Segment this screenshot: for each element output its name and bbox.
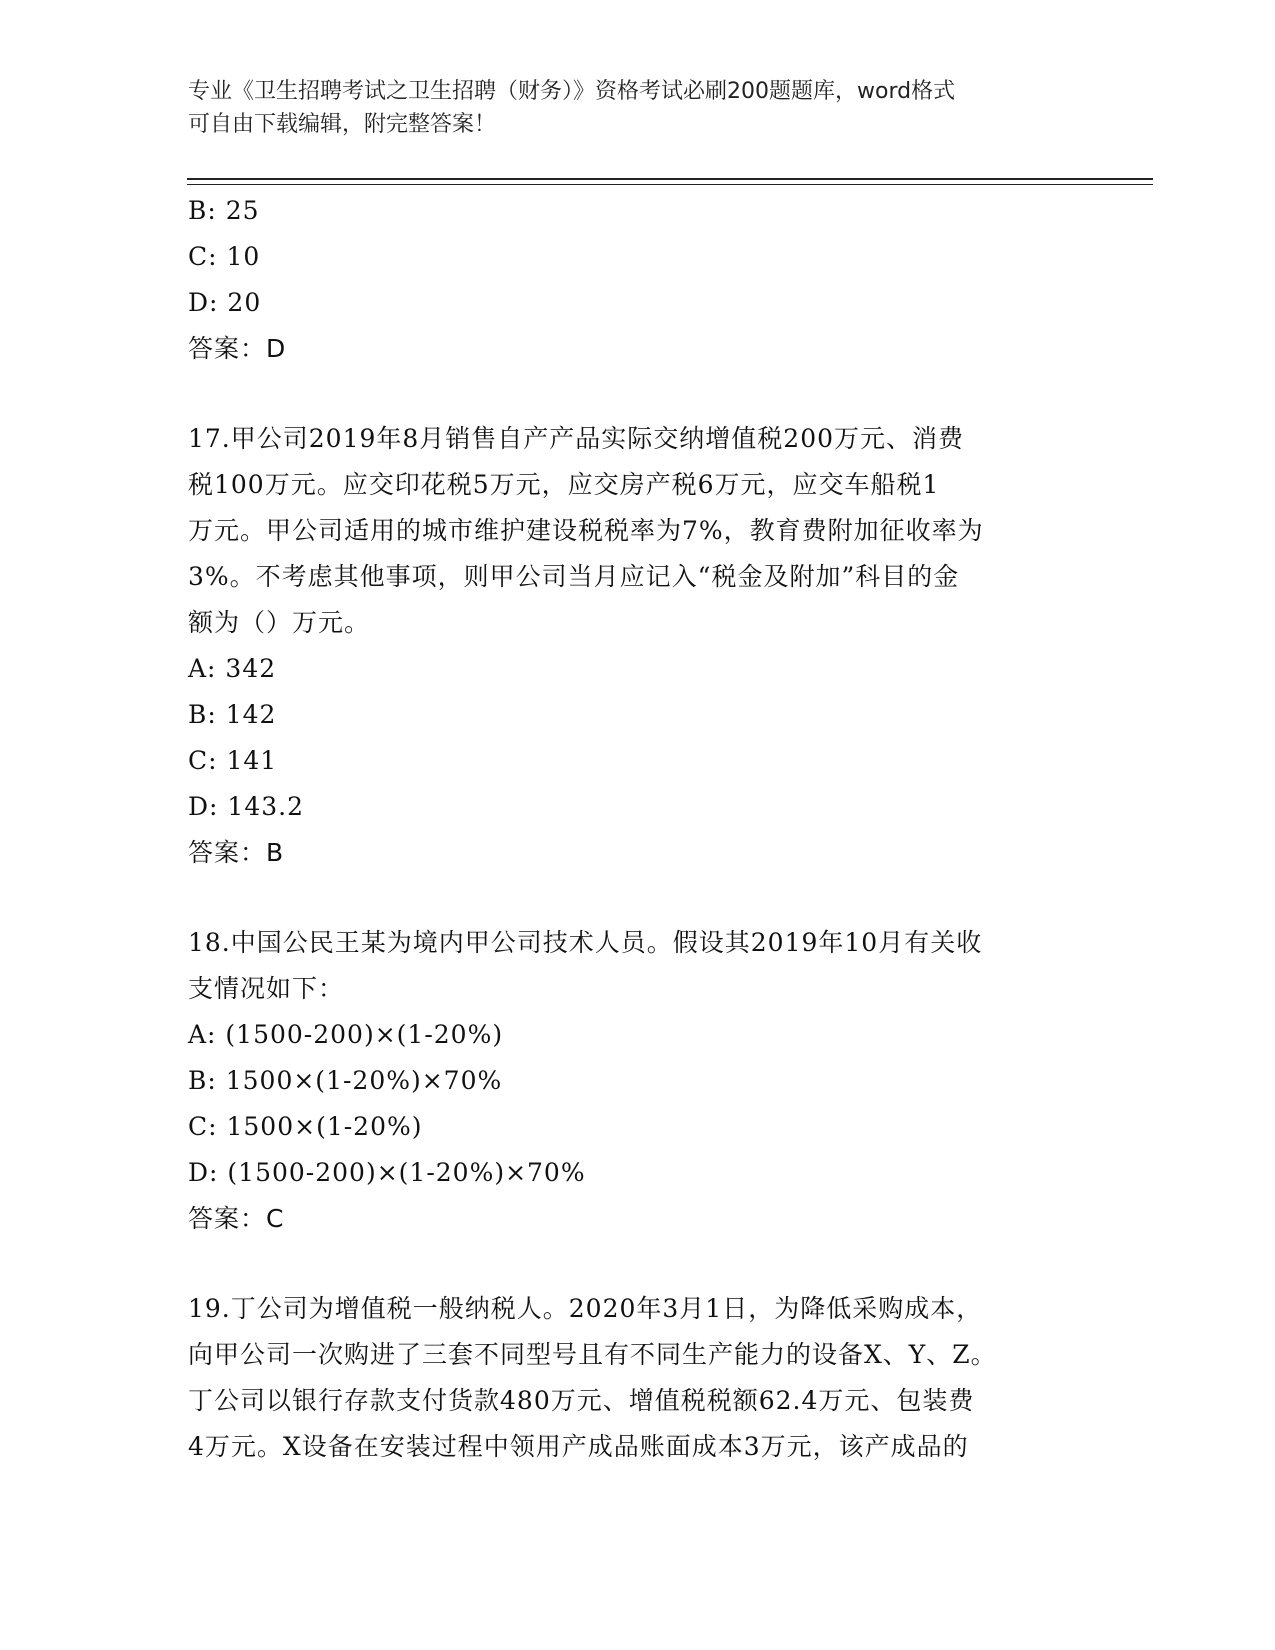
question-18 [188, 920, 1088, 1242]
document-header [188, 75, 1068, 141]
option-a: A: (1500-200)×(1-20%) [188, 1020, 504, 1049]
answer-line: 答案：D [188, 334, 287, 363]
question-stem-line: 19.丁公司为增值税一般纳税人。2020年3月1日，为降低采购成本， [188, 1294, 983, 1323]
option-c: C: 1500×(1-20%) [188, 1112, 423, 1141]
question-stem-line: 4万元。X设备在安装过程中领用产成品账面成本3万元，该产成品的 [188, 1432, 969, 1461]
question-19 [188, 1286, 1088, 1470]
question-17 [188, 416, 1088, 876]
question-stem-line: 17.甲公司2019年8月销售自产产品实际交纳增值税200万元、消费 [188, 424, 965, 453]
answer-line: 答案：C [188, 1204, 285, 1233]
question-stem-line: 支情况如下： [188, 974, 345, 1003]
option-c: C: 10 [188, 242, 261, 271]
question-stem-line: 向甲公司一次购进了三套不同型号且有不同生产能力的设备X、Y、Z。 [188, 1340, 997, 1369]
question-stem-line: 税100万元。应交印花税5万元，应交房产税6万元，应交车船税1 [188, 470, 940, 499]
question-stem-line: 额为（）万元。 [188, 608, 371, 637]
answer-line: 答案：B [188, 838, 285, 867]
header-rule-thick [187, 178, 1153, 180]
header-rule-thin [187, 184, 1153, 185]
option-a: A: 342 [188, 654, 277, 683]
option-d: D: (1500-200)×(1-20%)×70% [188, 1158, 586, 1187]
option-d: D: 143.2 [188, 792, 304, 821]
question-stem-line: 丁公司以银行存款支付货款480万元、增值税税额62.4万元、包装费 [188, 1386, 975, 1415]
option-b: B: 25 [188, 196, 260, 225]
header-title-line-1: 专业《卫生招聘考试之卫生招聘（财务）》资格考试必刷200题题库，word格式 [188, 79, 956, 104]
question-stem-line: 3%。不考虑其他事项，则甲公司当月应记入“税金及附加”科目的金 [188, 562, 960, 591]
document-body [188, 188, 1088, 1470]
question-16-tail [188, 188, 1088, 372]
option-b: B: 142 [188, 700, 277, 729]
option-b: B: 1500×(1-20%)×70% [188, 1066, 503, 1095]
question-stem-line: 18.中国公民王某为境内甲公司技术人员。假设其2019年10月有关收 [188, 928, 983, 957]
option-c: C: 141 [188, 746, 278, 775]
header-title-line-2: 可自由下载编辑，附完整答案！ [188, 112, 497, 137]
option-d: D: 20 [188, 288, 262, 317]
question-stem-line: 万元。甲公司适用的城市维护建设税税率为7%，教育费附加征收率为 [188, 516, 984, 545]
